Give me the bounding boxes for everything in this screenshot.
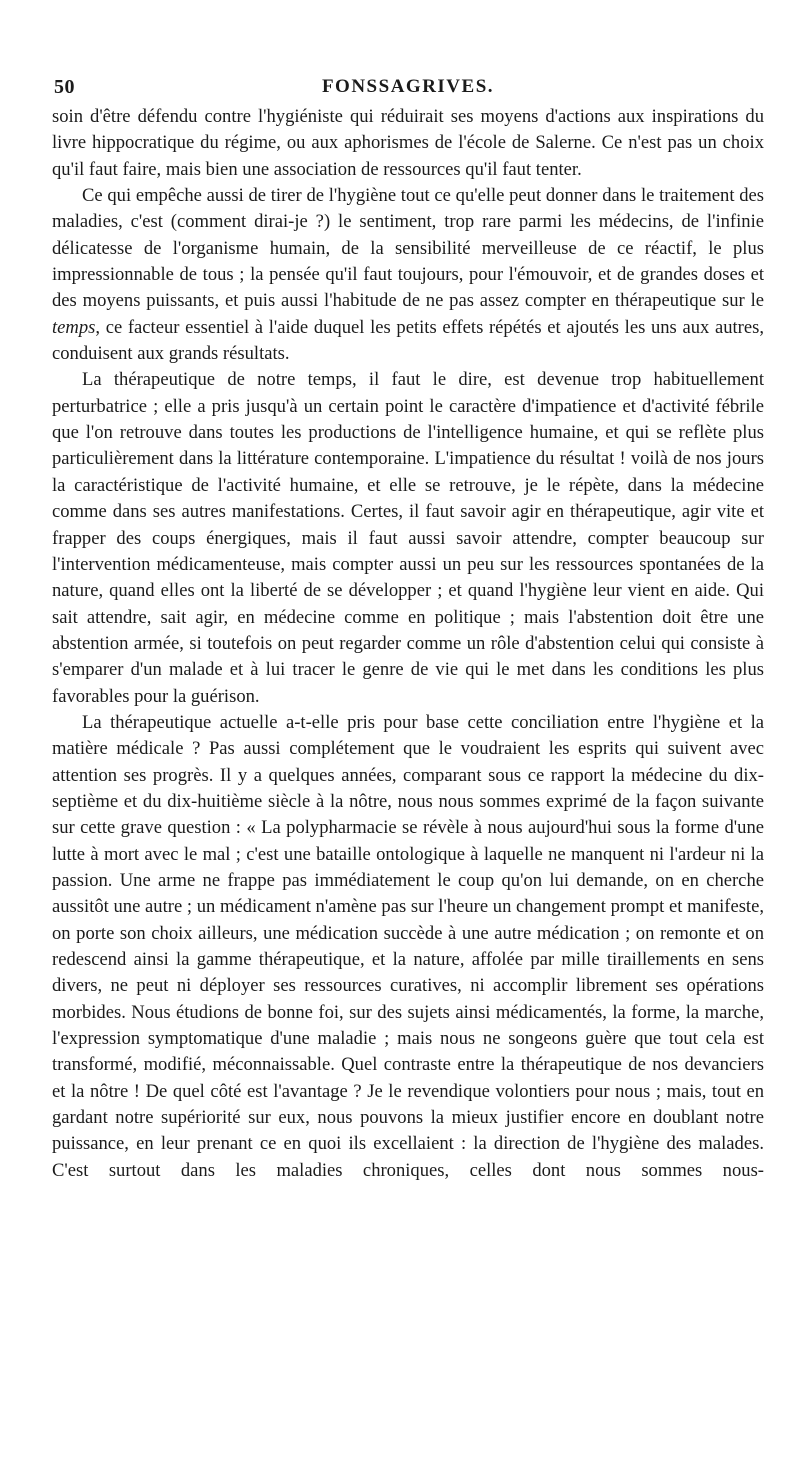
body-text: [52, 104, 764, 1184]
paragraph-2-emphasis: temps: [52, 316, 96, 338]
paragraph-2-text-end: , ce facteur essentiel à l'aide duquel les petits effets répétés et ajoutés les uns aux autres, conduisent aux grands résultats.: [52, 316, 764, 365]
paragraph-4: La thérapeutique actuelle a-t-elle pris pour base cette conciliation entre l'hygiène et la matière médicale ? Pas aussi complétement que le voudraient les esprits qui suivent avec attention ses progrès. Il y a quelques années, comparant sous ce rapport la médecine du dix-septième et du dix-huitième siècle à la nôtre, nous nous sommes exprimé de la façon suivante sur cette grave question : « La polypharmacie se révèle à nous aujourd'hui sous la forme d'une lutte à mort avec le mal ; c'est une bataille ontologique à laquelle ne manquent ni l'ardeur ni la passion. Une arme ne frappe pas immédiatement le coup qu'on lui demande, on en cherche aussitôt une autre ; un médicament n'amène pas sur l'heure un changement prompt et manifeste, on porte son choix ailleurs, une médication succède à une autre médication ; on remonte et on redescend ainsi la gamme thérapeutique, et la nature, affolée par mille tiraillements en sens divers, ne peut ni déployer ses ressources curatives, ni accomplir librement ses opérations morbides. Nous étudions de bonne foi, sur des sujets ainsi médicamentés, la forme, la marche, l'expression symptomatique d'une maladie ; mais nous ne songeons guère que tout cela est transformé, modifié, méconnaissable. Quel contraste entre la thérapeutique de nos devanciers et la nôtre ! De quel côté est l'avantage ? Je le revendique volontiers pour nous ; mais, tout en gardant notre supériorité sur eux, nous pouvons la mieux justifier encore en doublant notre puissance, en leur prenant ce en quoi ils excellaient : la direction de l'hygiène des malades. C'est surtout dans les maladies chroniques, celles dont nous sommes nous-: [52, 711, 764, 1181]
paragraph-2: [52, 183, 764, 367]
paragraph-1: soin d'être défendu contre l'hygiéniste qui réduirait ses moyens d'actions aux inspirations du livre hippocratique du régime, ou aux aphorismes de l'école de Salerne. Ce n'est pas un choix qu'il faut faire, mais bien une association de ressources qu'il faut tenter.: [52, 106, 764, 180]
paragraph-3: La thérapeutique de notre temps, il faut le dire, est devenue trop habituellement perturbatrice ; elle a pris jusqu'à un certain point le caractère d'impatience et d'activité fébrile que l'on retrouve dans toutes les productions de l'intelligence humaine, et qui se reflète plus particulièrement dans la littérature contemporaine. L'impatience du résultat ! voilà de nos jours la caractéristique de l'activité humaine, et elle se retrouve, je le répète, dans la médecine comme dans ses autres manifestations. Certes, il faut savoir agir en thérapeutique, agir vite et frapper des coups énergiques, mais il faut aussi savoir attendre, compter beaucoup sur l'intervention médicamenteuse, mais compter aussi un peu sur les ressources spontanées de la nature, quand elles ont la liberté de se développer ; et quand l'hygiène leur vient en aide. Qui sait attendre, sait agir, en médecine comme en politique ; mais l'abstention doit être une abstention armée, si toutefois on peut regarder comme un rôle d'abstention celui qui consiste à s'emparer d'un malade et à lui tracer le genre de vie qui le met dans les conditions les plus favorables pour la guérison.: [52, 369, 764, 707]
running-title: FONSSAGRIVES.: [321, 76, 495, 97]
paragraph-2-text-start: Ce qui empêche aussi de tirer de l'hygiène tout ce qu'elle peut donner dans le traitement des maladies, c'est (comment dirai-je ?) le sentiment, trop rare parmi les médecins, de l'infinie délicatesse de l'organisme humain, de la sensibilité merveilleuse de ce réactif, le plus impressionnable de tous ; la pensée qu'il faut toujours, pour l'émouvoir, et de grandes doses et des moyens puissants, et puis aussi l'habitude de ne pas assez compter en thérapeutique sur le: [52, 185, 764, 312]
page-header: [48, 76, 768, 106]
page-number: 50: [54, 76, 75, 98]
